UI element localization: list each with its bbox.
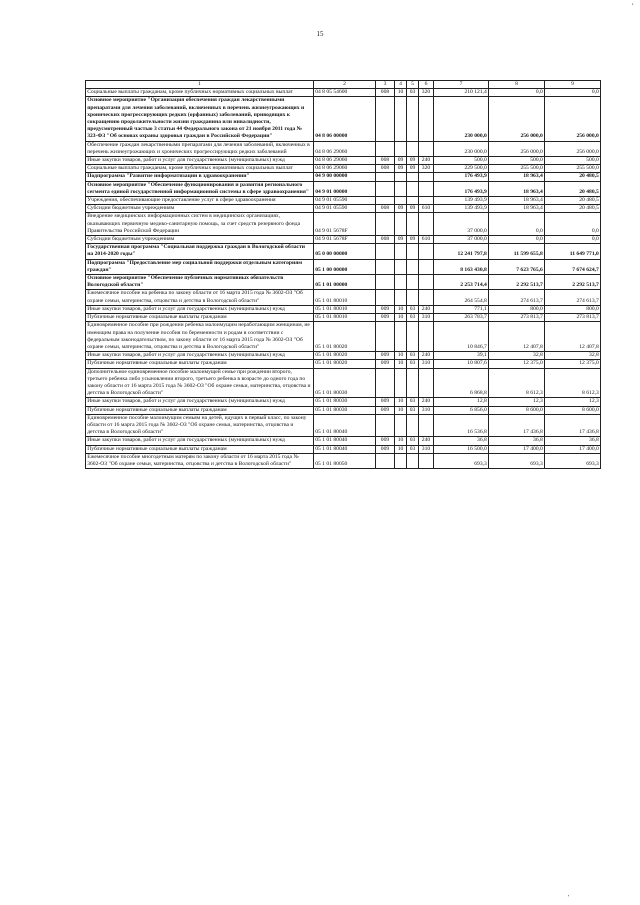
row-subsection-code — [407, 181, 419, 196]
row-value-2020: 12 375,0 — [489, 360, 545, 368]
row-subsection-code: 03 — [407, 360, 419, 368]
row-expense-type: 610 — [419, 205, 434, 213]
table-row — [86, 205, 601, 213]
row-value-2019: 210 121,4 — [434, 89, 489, 97]
row-section-code: 09 — [395, 205, 407, 213]
row-subsection-code — [407, 213, 419, 236]
row-subsection-code: 09 — [407, 236, 419, 244]
row-target-code: 05 1 01 80040 — [314, 414, 376, 437]
row-grbs-code: 009 — [376, 406, 395, 414]
row-expense-type — [419, 290, 434, 305]
row-value-2020: 800,0 — [489, 305, 545, 313]
row-value-2020: 8 612,3 — [489, 368, 545, 398]
row-value-2019: 36,8 — [434, 437, 489, 445]
row-subsection-code — [407, 97, 419, 141]
row-grbs-code — [376, 259, 395, 274]
row-description: Иные закупки товаров, работ и услуг для государственных (муниципальных) нужд — [86, 305, 314, 313]
row-value-2019: 16 500,0 — [434, 445, 489, 453]
row-value-2019: 10 807,6 — [434, 360, 489, 368]
row-description: Иные закупки товаров, работ и услуг для государственных (муниципальных) нужд — [86, 157, 314, 165]
table-row — [86, 305, 601, 313]
row-expense-type: 240 — [419, 305, 434, 313]
table-row — [86, 97, 601, 141]
row-value-2021: 12,3 — [545, 398, 601, 406]
row-target-code: 05 1 01 80020 — [314, 322, 376, 352]
row-value-2021: 20 480,5 — [545, 205, 601, 213]
table-row — [86, 368, 601, 398]
row-grbs-code: 009 — [376, 437, 395, 445]
row-value-2019: 2 253 714,4 — [434, 275, 489, 290]
row-grbs-code: 008 — [376, 236, 395, 244]
row-description: Государственная программа "Социальная поддержка граждан в Вологодской области на 2014-2020 годы" — [86, 244, 314, 259]
row-target-code: 04 8 06 29060 — [314, 157, 376, 165]
row-expense-type: 320 — [419, 89, 434, 97]
row-value-2019: 8 163 430,8 — [434, 259, 489, 274]
row-value-2019: 264 554,8 — [434, 290, 489, 305]
row-description: Ежемесячное пособие многодетным матерям по закону области от 16 марта 2015 года № 3602-ОЗ "Об охране семьи, материнства, отцовства и детства в Вологодской области" — [86, 453, 314, 468]
row-section-code: 09 — [395, 236, 407, 244]
row-grbs-code — [376, 368, 395, 398]
row-value-2021: 11 649 771,0 — [545, 244, 601, 259]
row-section-code — [395, 197, 407, 205]
row-value-2021: 12 407,8 — [545, 322, 601, 352]
row-value-2019: 12 241 797,8 — [434, 244, 489, 259]
column-header: 8 — [489, 81, 545, 89]
row-value-2021: 20 480,5 — [545, 197, 601, 205]
row-value-2019: 500,0 — [434, 157, 489, 165]
row-value-2020: 256 000,0 — [489, 97, 545, 141]
row-expense-type: 310 — [419, 360, 434, 368]
table-row — [86, 173, 601, 181]
row-subsection-code: 03 — [407, 406, 419, 414]
row-grbs-code: 009 — [376, 305, 395, 313]
row-expense-type — [419, 141, 434, 156]
column-header: 6 — [419, 81, 434, 89]
row-value-2021: 20 480,5 — [545, 173, 601, 181]
table-row — [86, 352, 601, 360]
row-description: Иные закупки товаров, работ и услуг для государственных (муниципальных) нужд — [86, 398, 314, 406]
row-section-code — [395, 213, 407, 236]
row-value-2020: 2 292 513,7 — [489, 275, 545, 290]
row-expense-type — [419, 275, 434, 290]
row-section-code — [395, 244, 407, 259]
row-value-2019: 230 000,0 — [434, 97, 489, 141]
row-value-2020: 274 613,7 — [489, 290, 545, 305]
row-grbs-code: 009 — [376, 314, 395, 322]
row-target-code: 04 8 06 00000 — [314, 97, 376, 141]
row-description: Публичные нормативные социальные выплаты гражданам — [86, 406, 314, 414]
row-description: Подпрограмма "Развитие информатизации в здравоохранении" — [86, 173, 314, 181]
row-section-code — [395, 290, 407, 305]
row-subsection-code: 03 — [407, 445, 419, 453]
footer-mark: ' — [568, 895, 570, 901]
row-value-2019: 10 846,7 — [434, 322, 489, 352]
row-value-2021: 0,0 — [545, 236, 601, 244]
row-value-2020: 11 599 655,8 — [489, 244, 545, 259]
row-grbs-code: 009 — [376, 360, 395, 368]
row-value-2021: 0,0 — [545, 213, 601, 236]
row-value-2021: 36,8 — [545, 437, 601, 445]
row-section-code: 10 — [395, 398, 407, 406]
row-target-code: 04 8 06 29060 — [314, 141, 376, 156]
row-description: Публичные нормативные социальные выплаты гражданам — [86, 314, 314, 322]
row-description: Иные закупки товаров, работ и услуг для государственных (муниципальных) нужд — [86, 352, 314, 360]
row-grbs-code: 009 — [376, 445, 395, 453]
row-value-2019: 139 493,9 — [434, 197, 489, 205]
row-subsection-code — [407, 414, 419, 437]
row-target-code: 05 1 01 80030 — [314, 406, 376, 414]
row-description: Ежемесячное пособие на ребенка по закону области от 16 марта 2015 года № 3602-ОЗ "Об охране семьи, материнства, отцовства и детства в Вологодской области" — [86, 290, 314, 305]
row-subsection-code — [407, 275, 419, 290]
row-grbs-code: 009 — [376, 352, 395, 360]
row-value-2021: 17 400,0 — [545, 445, 601, 453]
row-value-2020: 0,0 — [489, 236, 545, 244]
row-subsection-code — [407, 290, 419, 305]
row-subsection-code — [407, 453, 419, 468]
row-subsection-code — [407, 259, 419, 274]
row-target-code: 05 1 00 00000 — [314, 259, 376, 274]
row-description: Основное мероприятие "Организация обеспечения граждан лекарственными препаратами для лечения заболеваний, включенных в перечень жизнеугрожающих и хронических прогрессирующих редких (орфанных) заболеваний, приводящих к сокращению продолжительности жизни гражданина или инвалидности, предусмотренный частью 3 статьи 44 Федерального закона от 21 ноября 2011 года № 323-ФЗ "Об основах охраны здоровья граждан в Российской Федерации" — [86, 97, 314, 141]
row-section-code — [395, 141, 407, 156]
row-expense-type — [419, 97, 434, 141]
row-description: Единовременное пособие малоимущим семьям на детей, идущих в первый класс, по закону области от 16 марта 2015 года № 3602-ОЗ "Об охране семьи, материнства, отцовства и детства в Вологодской области" — [86, 414, 314, 437]
row-target-code: 05 1 01 80030 — [314, 398, 376, 406]
row-grbs-code — [376, 141, 395, 156]
row-value-2021: 2 292 513,7 — [545, 275, 601, 290]
row-value-2020: 0,0 — [489, 89, 545, 97]
row-value-2019: 771,1 — [434, 305, 489, 313]
row-section-code — [395, 275, 407, 290]
row-section-code: 09 — [395, 157, 407, 165]
table-row — [86, 89, 601, 97]
row-value-2020: 18 963,4 — [489, 205, 545, 213]
table-row — [86, 141, 601, 156]
row-expense-type: 610 — [419, 236, 434, 244]
row-value-2020: 32,8 — [489, 352, 545, 360]
row-value-2021: 255 500,0 — [545, 165, 601, 173]
table-row — [86, 445, 601, 453]
column-header: 3 — [376, 81, 395, 89]
row-value-2020: 12,3 — [489, 398, 545, 406]
row-value-2019: 12,8 — [434, 398, 489, 406]
row-grbs-code: 008 — [376, 165, 395, 173]
row-grbs-code — [376, 414, 395, 437]
table-row — [86, 360, 601, 368]
row-description: Основное мероприятие "Обеспечение публичных нормативных обязательств Вологодской области" — [86, 275, 314, 290]
row-subsection-code — [407, 244, 419, 259]
row-grbs-code — [376, 453, 395, 468]
row-section-code — [395, 453, 407, 468]
row-target-code: 04 8 05 54600 — [314, 89, 376, 97]
row-value-2019: 16 536,8 — [434, 414, 489, 437]
row-expense-type: 240 — [419, 157, 434, 165]
row-subsection-code — [407, 197, 419, 205]
row-section-code: 10 — [395, 445, 407, 453]
row-value-2021: 17 436,8 — [545, 414, 601, 437]
row-grbs-code: 008 — [376, 205, 395, 213]
row-value-2019: 37 000,0 — [434, 213, 489, 236]
row-target-code: 04 9 01 05590 — [314, 197, 376, 205]
row-value-2020: 7 623 765,6 — [489, 259, 545, 274]
row-value-2019: 39,1 — [434, 352, 489, 360]
row-value-2021: 274 613,7 — [545, 290, 601, 305]
table-row — [86, 165, 601, 173]
row-description: Основное мероприятие "Обеспечение функционирования и развития регионального сегмента единой государственной информационной системы в сфере здравоохранения" — [86, 181, 314, 196]
row-target-code: 05 1 01 80050 — [314, 453, 376, 468]
row-grbs-code — [376, 97, 395, 141]
row-description: Единовременное пособие при рождении ребенка малоимущим неработающим женщинам, не имеющим права на получение пособия по беременности и родам в соответствии с федеральным законодательством, по закону области от 16 марта 2015 года № 3602-ОЗ "Об охране семьи, материнства, отцовства и детства в Вологодской области" — [86, 322, 314, 352]
column-header: 9 — [545, 81, 601, 89]
row-section-code: 10 — [395, 314, 407, 322]
row-section-code — [395, 414, 407, 437]
row-value-2019: 693,3 — [434, 453, 489, 468]
row-subsection-code: 03 — [407, 398, 419, 406]
row-target-code: 05 1 01 80030 — [314, 368, 376, 398]
row-subsection-code — [407, 322, 419, 352]
row-value-2020: 693,3 — [489, 453, 545, 468]
row-grbs-code — [376, 322, 395, 352]
budget-table — [85, 80, 601, 469]
row-subsection-code: 03 — [407, 437, 419, 445]
row-subsection-code — [407, 173, 419, 181]
row-description: Публичные нормативные социальные выплаты гражданам — [86, 360, 314, 368]
table-row — [86, 314, 601, 322]
row-target-code: 04 9 01 00000 — [314, 181, 376, 196]
row-target-code: 05 1 01 80010 — [314, 314, 376, 322]
row-value-2019: 176 493,9 — [434, 173, 489, 181]
column-header: 7 — [434, 81, 489, 89]
row-subsection-code: 09 — [407, 205, 419, 213]
table-row — [86, 437, 601, 445]
row-description: Внедрение медицинских информационных систем в медицинских организациях, оказывающих первичную медико-санитарную помощь, за счет средств резервного фонда Правительства Российской Федерации — [86, 213, 314, 236]
table-row — [86, 290, 601, 305]
row-value-2021: 800,0 — [545, 305, 601, 313]
row-section-code: 10 — [395, 89, 407, 97]
row-section-code — [395, 173, 407, 181]
row-expense-type — [419, 322, 434, 352]
row-grbs-code: 008 — [376, 157, 395, 165]
table-row — [86, 259, 601, 274]
row-expense-type: 240 — [419, 398, 434, 406]
row-target-code: 05 0 00 00000 — [314, 244, 376, 259]
row-section-code: 09 — [395, 165, 407, 173]
row-value-2019: 37 000,0 — [434, 236, 489, 244]
row-section-code: 10 — [395, 437, 407, 445]
row-value-2021: 273 813,7 — [545, 314, 601, 322]
page-corner-mark: , — [632, 0, 634, 6]
row-value-2020: 18 963,4 — [489, 173, 545, 181]
row-value-2019: 139 493,9 — [434, 205, 489, 213]
row-expense-type: 240 — [419, 352, 434, 360]
row-expense-type — [419, 259, 434, 274]
row-grbs-code — [376, 197, 395, 205]
row-expense-type: 240 — [419, 437, 434, 445]
table-row — [86, 197, 601, 205]
row-section-code — [395, 368, 407, 398]
row-value-2021: 8 600,0 — [545, 406, 601, 414]
row-description: Дополнительное единовременное пособие малоимущей семье при рождении второго, третьего ребенка либо усыновлении второго, третьего ребенка в возрасте до одного года по закону области от 16 марта 2015 года № 3602-ОЗ "Об охране семьи, материнства, отцовства и детства в Вологодской области" — [86, 368, 314, 398]
table-row — [86, 453, 601, 468]
row-value-2021: 256 000,0 — [545, 141, 601, 156]
row-value-2020: 273 813,7 — [489, 314, 545, 322]
row-subsection-code — [407, 368, 419, 398]
row-grbs-code — [376, 244, 395, 259]
table-row — [86, 398, 601, 406]
column-header: 5 — [407, 81, 419, 89]
header-row — [86, 81, 601, 89]
row-section-code — [395, 259, 407, 274]
row-grbs-code: 009 — [376, 398, 395, 406]
row-value-2020: 256 000,0 — [489, 141, 545, 156]
row-value-2020: 0,0 — [489, 213, 545, 236]
row-expense-type: 310 — [419, 445, 434, 453]
row-value-2019: 6 868,8 — [434, 368, 489, 398]
table-row — [86, 236, 601, 244]
table-row — [86, 181, 601, 196]
row-value-2021: 20 480,5 — [545, 181, 601, 196]
row-section-code: 10 — [395, 360, 407, 368]
row-expense-type: 310 — [419, 314, 434, 322]
table-row — [86, 244, 601, 259]
row-section-code: 10 — [395, 406, 407, 414]
row-section-code — [395, 181, 407, 196]
row-subsection-code: 03 — [407, 352, 419, 360]
row-value-2019: 176 493,9 — [434, 181, 489, 196]
row-subsection-code: 09 — [407, 165, 419, 173]
row-target-code: 04 9 00 00000 — [314, 173, 376, 181]
row-value-2021: 500,0 — [545, 157, 601, 165]
row-target-code: 04 8 06 29060 — [314, 165, 376, 173]
row-target-code: 05 1 01 80010 — [314, 290, 376, 305]
row-target-code: 04 9 01 5678F — [314, 236, 376, 244]
row-description: Субсидии бюджетным учреждениям — [86, 236, 314, 244]
row-expense-type — [419, 453, 434, 468]
page-number: 15 — [316, 30, 324, 38]
row-description: Обеспечение граждан лекарственными препаратами для лечения заболеваний, включенных в перечень жизнеугрожающих и хронических прогрессирующих редких заболеваний — [86, 141, 314, 156]
row-section-code — [395, 97, 407, 141]
row-value-2020: 500,0 — [489, 157, 545, 165]
row-target-code: 05 1 01 80020 — [314, 360, 376, 368]
row-description: Учреждения, обеспечивающие предоставление услуг в сфере здравоохранения — [86, 197, 314, 205]
row-value-2020: 12 407,8 — [489, 322, 545, 352]
row-value-2021: 7 674 624,7 — [545, 259, 601, 274]
row-value-2020: 17 400,0 — [489, 445, 545, 453]
row-value-2020: 18 963,4 — [489, 181, 545, 196]
row-section-code — [395, 322, 407, 352]
column-header: 4 — [395, 81, 407, 89]
row-target-code: 05 1 01 80040 — [314, 437, 376, 445]
row-grbs-code — [376, 275, 395, 290]
column-header: 1 — [86, 81, 314, 89]
row-value-2019: 6 856,0 — [434, 406, 489, 414]
row-target-code: 04 9 01 05590 — [314, 205, 376, 213]
row-expense-type: 320 — [419, 165, 434, 173]
row-value-2020: 8 600,0 — [489, 406, 545, 414]
row-expense-type — [419, 414, 434, 437]
row-subsection-code: 09 — [407, 157, 419, 165]
row-expense-type — [419, 173, 434, 181]
table-row — [86, 322, 601, 352]
row-subsection-code: 03 — [407, 89, 419, 97]
row-grbs-code — [376, 173, 395, 181]
row-expense-type — [419, 213, 434, 236]
row-subsection-code: 03 — [407, 305, 419, 313]
row-subsection-code — [407, 141, 419, 156]
column-header: 2 — [314, 81, 376, 89]
table-row — [86, 157, 601, 165]
row-value-2020: 36,8 — [489, 437, 545, 445]
row-value-2020: 18 963,4 — [489, 197, 545, 205]
row-target-code: 05 1 01 80040 — [314, 445, 376, 453]
row-value-2021: 0,0 — [545, 89, 601, 97]
row-description: Публичные нормативные социальные выплаты гражданам — [86, 445, 314, 453]
table-row — [86, 213, 601, 236]
row-value-2021: 32,8 — [545, 352, 601, 360]
row-expense-type — [419, 181, 434, 196]
row-target-code: 04 9 01 5678F — [314, 213, 376, 236]
row-expense-type — [419, 368, 434, 398]
row-value-2019: 229 500,0 — [434, 165, 489, 173]
row-expense-type: 310 — [419, 406, 434, 414]
row-value-2021: 256 000,0 — [545, 97, 601, 141]
row-section-code: 10 — [395, 305, 407, 313]
row-grbs-code — [376, 213, 395, 236]
row-value-2020: 255 500,0 — [489, 165, 545, 173]
row-description: Субсидии бюджетным учреждениям — [86, 205, 314, 213]
row-value-2021: 12 375,0 — [545, 360, 601, 368]
row-value-2020: 17 436,8 — [489, 414, 545, 437]
row-target-code: 05 1 01 00000 — [314, 275, 376, 290]
row-grbs-code: 008 — [376, 89, 395, 97]
row-value-2021: 8 612,3 — [545, 368, 601, 398]
table-row — [86, 414, 601, 437]
row-description: Подпрограмма "Предоставление мер социальной поддержки отдельным категориям граждан" — [86, 259, 314, 274]
row-value-2019: 263 783,7 — [434, 314, 489, 322]
row-expense-type — [419, 244, 434, 259]
row-subsection-code: 03 — [407, 314, 419, 322]
row-value-2021: 693,3 — [545, 453, 601, 468]
row-description: Социальные выплаты гражданам, кроме публичных нормативных социальных выплат — [86, 89, 314, 97]
row-description: Социальные выплаты гражданам, кроме публичных нормативных социальных выплат — [86, 165, 314, 173]
row-expense-type — [419, 197, 434, 205]
row-section-code: 10 — [395, 352, 407, 360]
row-grbs-code — [376, 290, 395, 305]
row-grbs-code — [376, 181, 395, 196]
row-description: Иные закупки товаров, работ и услуг для государственных (муниципальных) нужд — [86, 437, 314, 445]
row-target-code: 05 1 01 80010 — [314, 305, 376, 313]
table-row — [86, 406, 601, 414]
row-value-2019: 230 000,0 — [434, 141, 489, 156]
row-target-code: 05 1 01 80020 — [314, 352, 376, 360]
table-row — [86, 275, 601, 290]
